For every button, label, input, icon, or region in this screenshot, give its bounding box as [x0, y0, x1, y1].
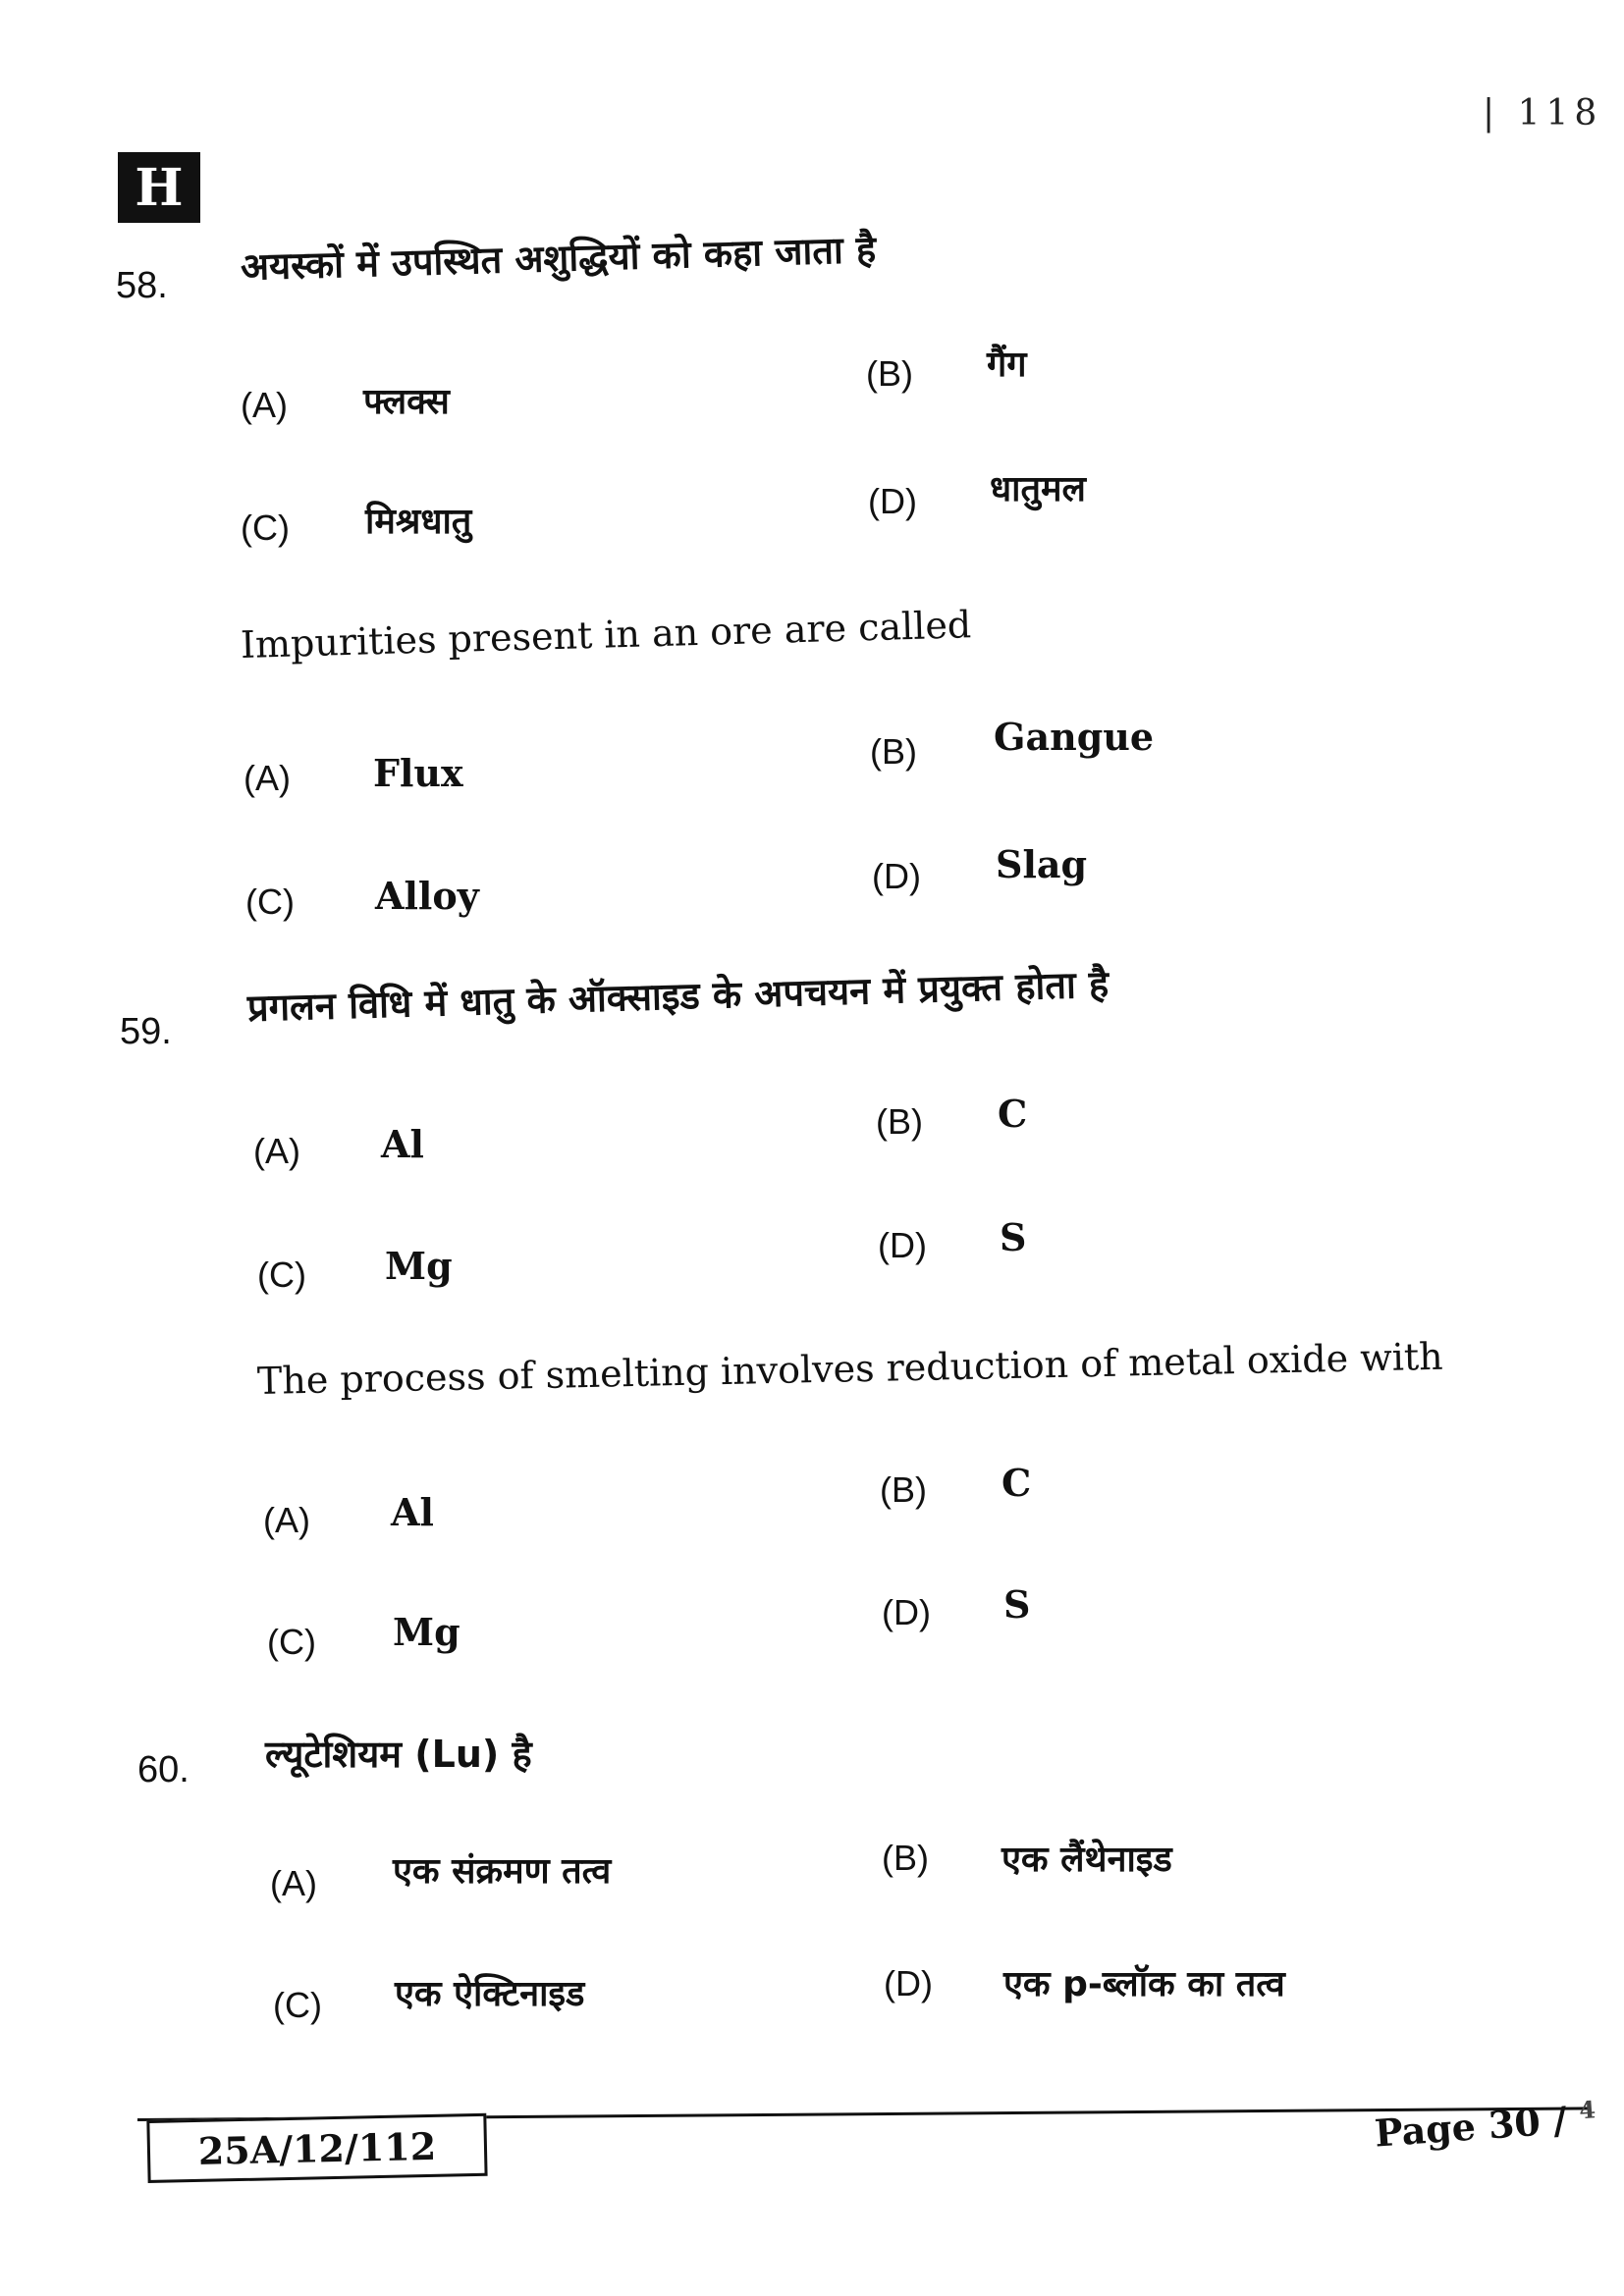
- option-label: (C): [245, 881, 295, 922]
- question-number: 58.: [116, 265, 168, 306]
- option-text: एक p-ब्लॉक का तत्व: [1003, 1964, 1285, 2004]
- option-label: (D): [882, 1592, 931, 1632]
- option-label: (B): [866, 353, 913, 394]
- option-text: Gangue: [994, 715, 1155, 759]
- page-number: [1373, 2095, 1597, 2155]
- question-number: 60.: [137, 1749, 189, 1790]
- question-text-hindi: प्रगलन विधि में धातु के ऑक्साइड के अपचयन में प्रयुक्त होता है: [246, 962, 1110, 1030]
- option-text: फ्लक्स: [363, 382, 450, 422]
- option-label: (B): [870, 731, 917, 772]
- set-code-badge: H: [118, 152, 200, 223]
- paper-code-box: 25A/12/112: [146, 2113, 487, 2183]
- option-label: (A): [263, 1500, 310, 1540]
- option-text: Al: [381, 1122, 424, 1166]
- option-label: (D): [868, 481, 917, 521]
- question-text-english: The process of smelting involves reduction of metal oxide with: [256, 1334, 1444, 1403]
- option-label: (B): [876, 1101, 923, 1142]
- question-text-hindi: ल्यूटेशियम (Lu) है: [265, 1733, 532, 1776]
- option-text: मिश्रधातु: [365, 502, 472, 542]
- page-label: Page 30 /: [1373, 2098, 1569, 2156]
- option-label: (D): [884, 1963, 933, 2003]
- option-label: (D): [872, 856, 921, 896]
- option-label: (D): [878, 1225, 927, 1265]
- option-text: S: [1003, 1582, 1031, 1627]
- option-label: (C): [273, 1985, 322, 2025]
- option-text: Alloy: [375, 874, 479, 918]
- question-number: 59.: [120, 1011, 172, 1052]
- question-text-english: Impurities present in an ore are called: [240, 603, 972, 667]
- option-text: Slag: [996, 842, 1088, 886]
- option-label: (C): [267, 1622, 316, 1662]
- option-label: (C): [241, 507, 290, 548]
- option-text: Flux: [373, 751, 463, 795]
- option-text: C: [1001, 1461, 1032, 1505]
- page-corner-number: | 118: [1483, 93, 1603, 133]
- question-text-hindi: अयस्कों में उपस्थित अशुद्धियों को कहा जाता है: [240, 227, 877, 289]
- page-total: 4: [1578, 2095, 1597, 2125]
- option-text: एक संक्रमण तत्व: [393, 1851, 612, 1892]
- option-label: (A): [241, 385, 288, 425]
- option-text: एक ऐक्टिनाइड: [395, 1974, 585, 2014]
- option-text: Al: [391, 1490, 434, 1534]
- option-text: Mg: [393, 1610, 460, 1654]
- option-label: (A): [270, 1863, 317, 1903]
- option-label: (B): [880, 1469, 927, 1510]
- option-text: एक लैंथेनाइड: [1001, 1840, 1172, 1880]
- option-text: गैंग: [987, 345, 1027, 385]
- option-text: C: [998, 1092, 1028, 1136]
- option-label: (A): [244, 758, 291, 798]
- option-text: Mg: [385, 1244, 453, 1288]
- option-label: (C): [257, 1255, 306, 1295]
- option-label: (A): [253, 1131, 300, 1171]
- option-text: S: [1000, 1215, 1027, 1259]
- option-label: (B): [882, 1838, 929, 1878]
- option-text: धातुमल: [990, 469, 1086, 509]
